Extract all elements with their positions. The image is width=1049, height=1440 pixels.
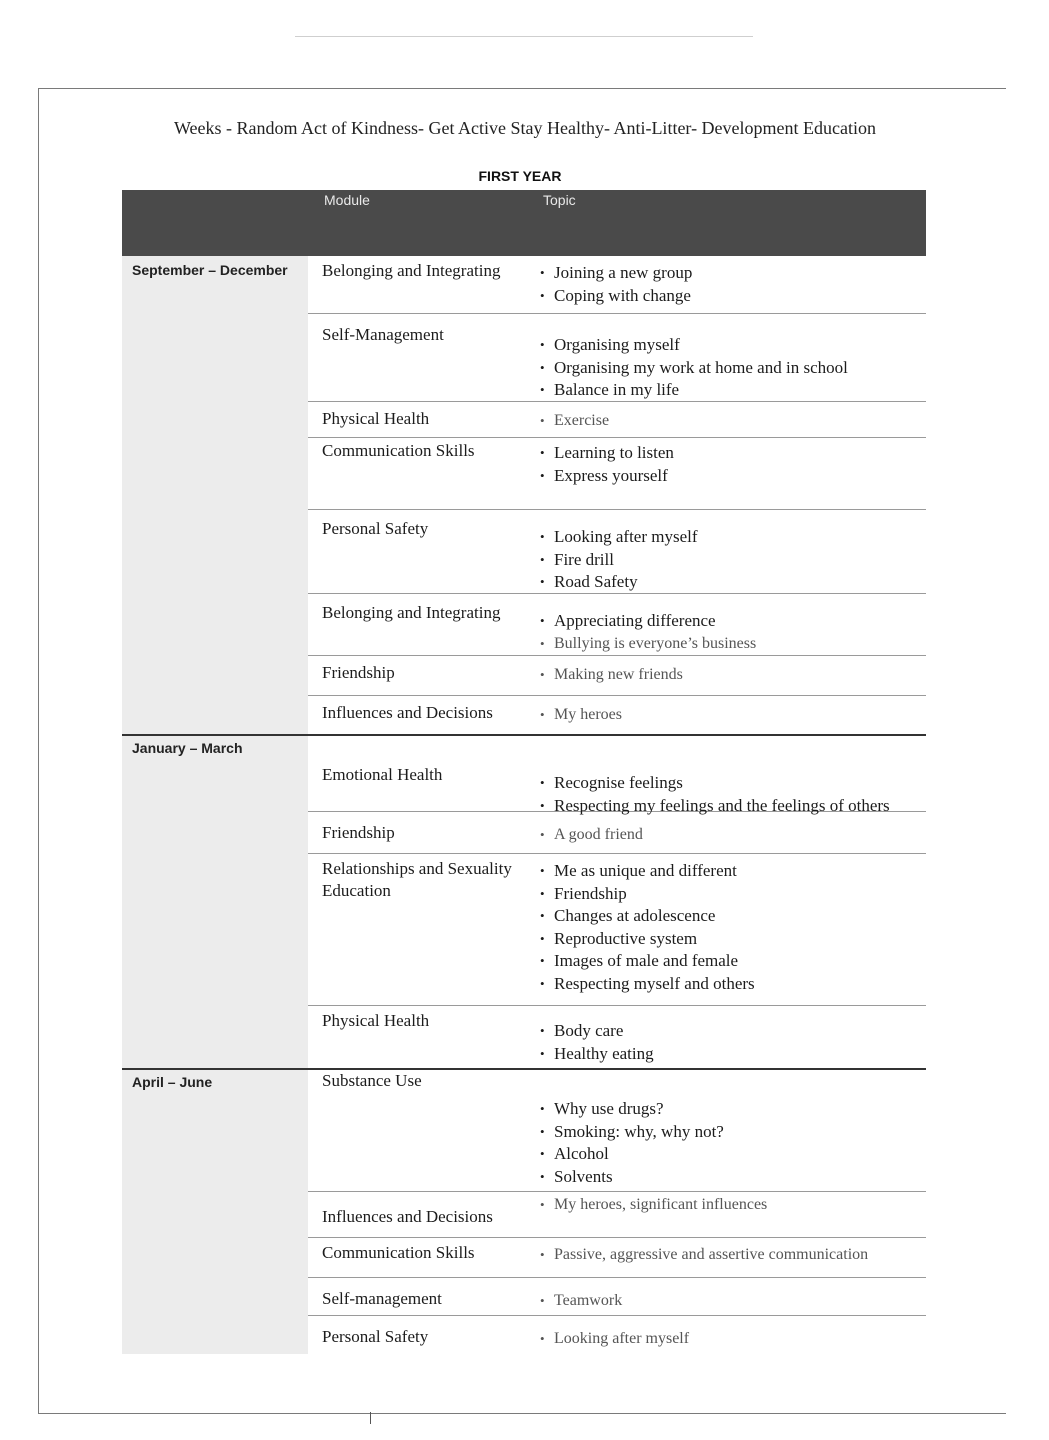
- table-row: [308, 256, 926, 314]
- term-section: [122, 1070, 926, 1354]
- topic-list: [540, 610, 922, 655]
- table-row: [308, 1070, 926, 1192]
- table-row: [308, 1316, 926, 1354]
- year-heading: FIRST YEAR: [478, 168, 562, 184]
- term-label: April – June: [132, 1074, 213, 1090]
- topic-list: [540, 526, 922, 594]
- topic-item: • Fire drill: [540, 549, 922, 572]
- module-cell: Communication Skills: [322, 1243, 475, 1262]
- table-row: [308, 696, 926, 734]
- topic-item: • Solvents: [540, 1166, 922, 1189]
- table-row: [308, 736, 926, 815]
- topic-item: • Balance in my life: [540, 379, 922, 402]
- document-title: Weeks - Random Act of Kindness- Get Active Stay Healthy- Anti-Litter- Development Education: [173, 118, 877, 138]
- term-section: [122, 256, 926, 736]
- module-cell: Influences and Decisions: [322, 1207, 493, 1226]
- table-row: [308, 402, 926, 438]
- topic-list: [540, 334, 922, 402]
- table-header: [122, 190, 926, 256]
- table-row: [308, 438, 926, 510]
- topic-item: • Body care: [540, 1020, 922, 1043]
- topic-list: [540, 442, 922, 487]
- topic-item: • Me as unique and different: [540, 860, 922, 883]
- module-cell: Friendship: [322, 663, 395, 682]
- topic-list: [540, 1098, 922, 1188]
- term-label: January – March: [132, 740, 243, 756]
- topic-item: • Express yourself: [540, 465, 922, 488]
- scan-artifact-line: [295, 36, 753, 37]
- topic-item: • Coping with change: [540, 285, 922, 308]
- table-row: [308, 1192, 926, 1238]
- topic-item: • Organising my work at home and in school: [540, 357, 922, 380]
- topic-list: [540, 772, 922, 817]
- topic-item: • Looking after myself: [540, 1328, 922, 1351]
- table-row: [308, 854, 926, 1006]
- table-body: [122, 256, 926, 1354]
- column-header-module: Module: [324, 192, 370, 208]
- table-row: [308, 1238, 926, 1278]
- module-cell: Physical Health: [322, 409, 430, 428]
- term-label-column: [122, 736, 308, 1068]
- topic-item: • Making new friends: [540, 664, 922, 687]
- term-label-column: [122, 256, 308, 734]
- module-cell: Emotional Health: [322, 765, 443, 784]
- module-cell: Personal Safety: [322, 519, 429, 538]
- table-row: [308, 314, 926, 402]
- column-header-topic: Topic: [543, 192, 576, 208]
- module-cell: Communication Skills: [322, 441, 475, 460]
- module-cell: Relationships and Sexuality Education: [322, 859, 512, 900]
- module-cell: Influences and Decisions: [322, 703, 493, 722]
- topic-item: • Exercise: [540, 410, 922, 433]
- module-cell: Belonging and Integrating: [322, 261, 501, 280]
- topic-item: • Road Safety: [540, 571, 922, 594]
- topic-item: • My heroes: [540, 704, 922, 727]
- topic-list: [540, 410, 922, 433]
- curriculum-table: [122, 190, 926, 1354]
- table-row: [308, 1278, 926, 1316]
- topic-item: • Why use drugs?: [540, 1098, 922, 1121]
- topic-item: • Recognise feelings: [540, 772, 922, 795]
- module-cell: Self-Management: [322, 325, 444, 344]
- topic-item: • My heroes, significant influences: [540, 1194, 922, 1217]
- module-cell: Friendship: [322, 823, 395, 842]
- topic-item: • Bullying is everyone’s business: [540, 633, 922, 656]
- scan-artifact-mark: [370, 1412, 371, 1424]
- table-row: [308, 812, 926, 854]
- topic-list: [540, 664, 922, 687]
- topic-item: • Teamwork: [540, 1290, 922, 1313]
- term-label: September – December: [132, 262, 288, 278]
- topic-list: [540, 262, 922, 307]
- topic-item: • Images of male and female: [540, 950, 922, 973]
- topic-item: • Respecting myself and others: [540, 973, 922, 996]
- topic-item: • Organising myself: [540, 334, 922, 357]
- module-cell: Substance Use: [322, 1071, 422, 1090]
- topic-item: • Smoking: why, why not?: [540, 1121, 922, 1144]
- topic-list: [540, 860, 922, 995]
- topic-item: • Friendship: [540, 883, 922, 906]
- topic-item: • Joining a new group: [540, 262, 922, 285]
- topic-item: • Appreciating difference: [540, 610, 922, 633]
- table-row: [308, 656, 926, 696]
- topic-item: • Respecting my feelings and the feelings of others: [540, 795, 922, 818]
- topic-item: • Passive, aggressive and assertive communication: [540, 1244, 922, 1267]
- topic-list: [540, 824, 922, 847]
- topic-item: • Alcohol: [540, 1143, 922, 1166]
- topic-list: [540, 1328, 922, 1351]
- topic-item: • A good friend: [540, 824, 922, 847]
- module-cell: Physical Health: [322, 1011, 430, 1030]
- topic-list: [540, 1194, 922, 1217]
- term-section: [122, 736, 926, 1070]
- topic-item: • Learning to listen: [540, 442, 922, 465]
- topic-item: • Changes at adolescence: [540, 905, 922, 928]
- topic-list: [540, 1290, 922, 1313]
- topic-item: • Reproductive system: [540, 928, 922, 951]
- module-cell: Belonging and Integrating: [322, 603, 501, 622]
- topic-list: [540, 1020, 922, 1065]
- topic-list: [540, 1244, 922, 1267]
- term-label-column: [122, 1070, 308, 1354]
- topic-list: [540, 704, 922, 727]
- module-cell: Personal Safety: [322, 1327, 429, 1346]
- table-row: [308, 594, 926, 656]
- module-cell: Self-management: [322, 1289, 442, 1308]
- table-row: [308, 1006, 926, 1068]
- table-row: [308, 510, 926, 594]
- topic-item: • Healthy eating: [540, 1043, 922, 1066]
- topic-item: • Looking after myself: [540, 526, 922, 549]
